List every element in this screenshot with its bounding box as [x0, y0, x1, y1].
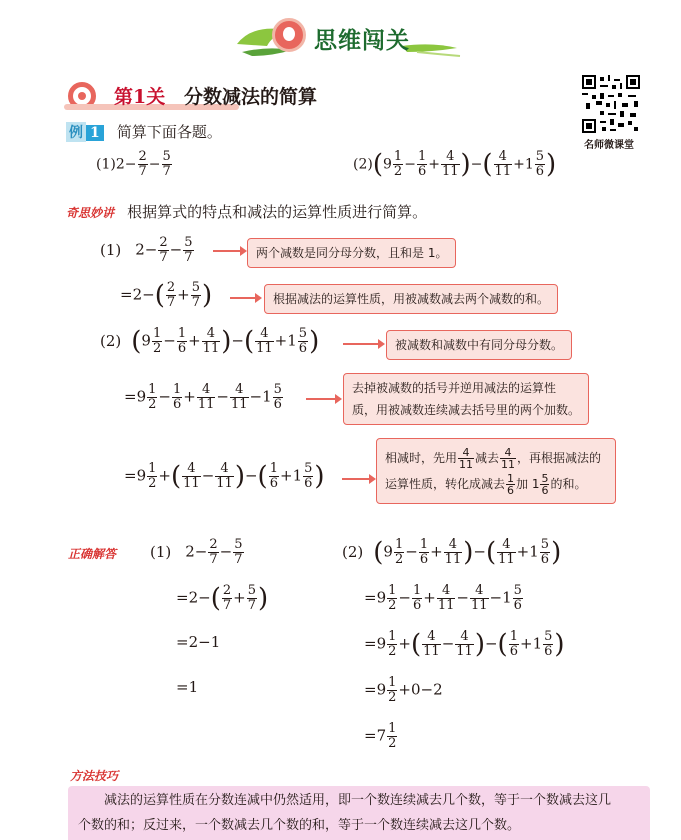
answer1-line4: =1	[176, 678, 199, 696]
example-heading	[66, 121, 222, 142]
example-prompt: 简算下面各题。	[116, 123, 222, 141]
qsm-text: 根据算式的特点和减法的运算性质进行简算。	[127, 203, 428, 221]
note-5: 相减时，先用 $\frac{4}{11}$ 减去 $\frac{4}{11}$ ，再根据减法的 运算性质，转化成减去 $\frac{1}{6}$ 加 1 $\frac{5}{6}$ 的和。	[376, 438, 616, 504]
method-label: 方法技巧	[70, 769, 119, 783]
problem-2: (2)(9 $\frac{1}{2}$ − $\frac{1}{6}$ + $\frac{4}{11}$ )−( $\frac{4}{11}$ +1 $\frac{5}{6}$ )	[353, 149, 557, 180]
qsm-section	[66, 201, 427, 222]
answer1-line2: =2−( $\frac{2}{7}$ + $\frac{5}{7}$ )	[176, 583, 269, 614]
step2-line3: =9 $\frac{1}{2}$ +( $\frac{4}{11}$ − $\frac{4}{11}$ )−( $\frac{1}{6}$ +1 $\frac{5}{6}$ )	[124, 461, 325, 492]
level-badge: 第1关	[114, 86, 166, 108]
qsm-label: 奇思妙讲	[66, 206, 115, 220]
answer1-line1: (1) 2− $\frac{2}{7}$ − $\frac{5}{7}$	[150, 537, 243, 567]
answer-label: 正确解答	[68, 547, 117, 561]
qr-code[interactable]	[582, 75, 640, 133]
arrow-5	[342, 478, 370, 480]
note-4: 去掉被减数的括号并逆用减法的运算性 质，用被减数连续减去括号里的两个加数。	[343, 373, 589, 425]
note-3: 被减数和减数中有同分母分数。	[386, 330, 572, 360]
level-title-bar	[64, 78, 514, 114]
arrow-4	[306, 398, 336, 400]
answer2-line5: =7 $\frac{1}{2}$	[364, 721, 397, 751]
qr-caption: 名师微课堂	[584, 140, 634, 151]
arrow-1	[213, 250, 241, 252]
answer2-line2: =9 $\frac{1}{2}$ − $\frac{1}{6}$ + $\frac{4}{11}$ − $\frac{4}{11}$ −1 $\frac{5}{6}$	[364, 583, 522, 613]
answer2-line1: (2) (9 $\frac{1}{2}$ − $\frac{1}{6}$ + $\frac{4}{11}$ )−( $\frac{4}{11}$ +1 $\frac{5}{6}$ )	[342, 537, 562, 568]
note-2: 根据减法的运算性质，用被减数减去两个减数的和。	[264, 284, 558, 314]
answer1-line3: =2−1	[176, 633, 221, 651]
example-tag: 例	[66, 122, 86, 142]
arrow-3	[343, 343, 379, 345]
level-title: 分数减法的简算	[184, 86, 318, 108]
problem-1: (1)2− $\frac{2}{7}$ − $\frac{5}{7}$	[96, 149, 171, 179]
note-1: 两个减数是同分母分数，且和是 1。	[247, 238, 456, 268]
method-text-line2: 个数的和；反过来，一个数减去几个数的和，等于一个数连续减去这几个数。	[78, 818, 521, 833]
header-title: 思维闯关	[314, 28, 410, 54]
header-banner	[232, 16, 462, 60]
step1-line2: =2−( $\frac{2}{7}$ + $\frac{5}{7}$ )	[120, 280, 213, 311]
example-number: 1	[86, 125, 104, 141]
answer2-line3: =9 $\frac{1}{2}$ +( $\frac{4}{11}$ − $\frac{4}{11}$ )−( $\frac{1}{6}$ +1 $\frac{5}{6}$ )	[364, 629, 565, 660]
step1-line1: (1) 2− $\frac{2}{7}$ − $\frac{5}{7}$	[100, 235, 193, 265]
answer2-line4: =9 $\frac{1}{2}$ +0−2	[364, 675, 443, 705]
step2-line2: =9 $\frac{1}{2}$ − $\frac{1}{6}$ + $\frac{4}{11}$ − $\frac{4}{11}$ −1 $\frac{5}{6}$	[124, 382, 282, 412]
medal-icon	[272, 18, 306, 52]
method-text-line1: 减法的运算性质在分数连减中仍然适用，即一个数连续减去几个数，等于一个数减去这几	[104, 793, 612, 808]
arrow-2	[230, 297, 256, 299]
step2-line1: (2) (9 $\frac{1}{2}$ − $\frac{1}{6}$ + $\frac{4}{11}$ )−( $\frac{4}{11}$ +1 $\frac{5}{6}$ )	[100, 326, 320, 357]
method-box	[68, 786, 650, 840]
